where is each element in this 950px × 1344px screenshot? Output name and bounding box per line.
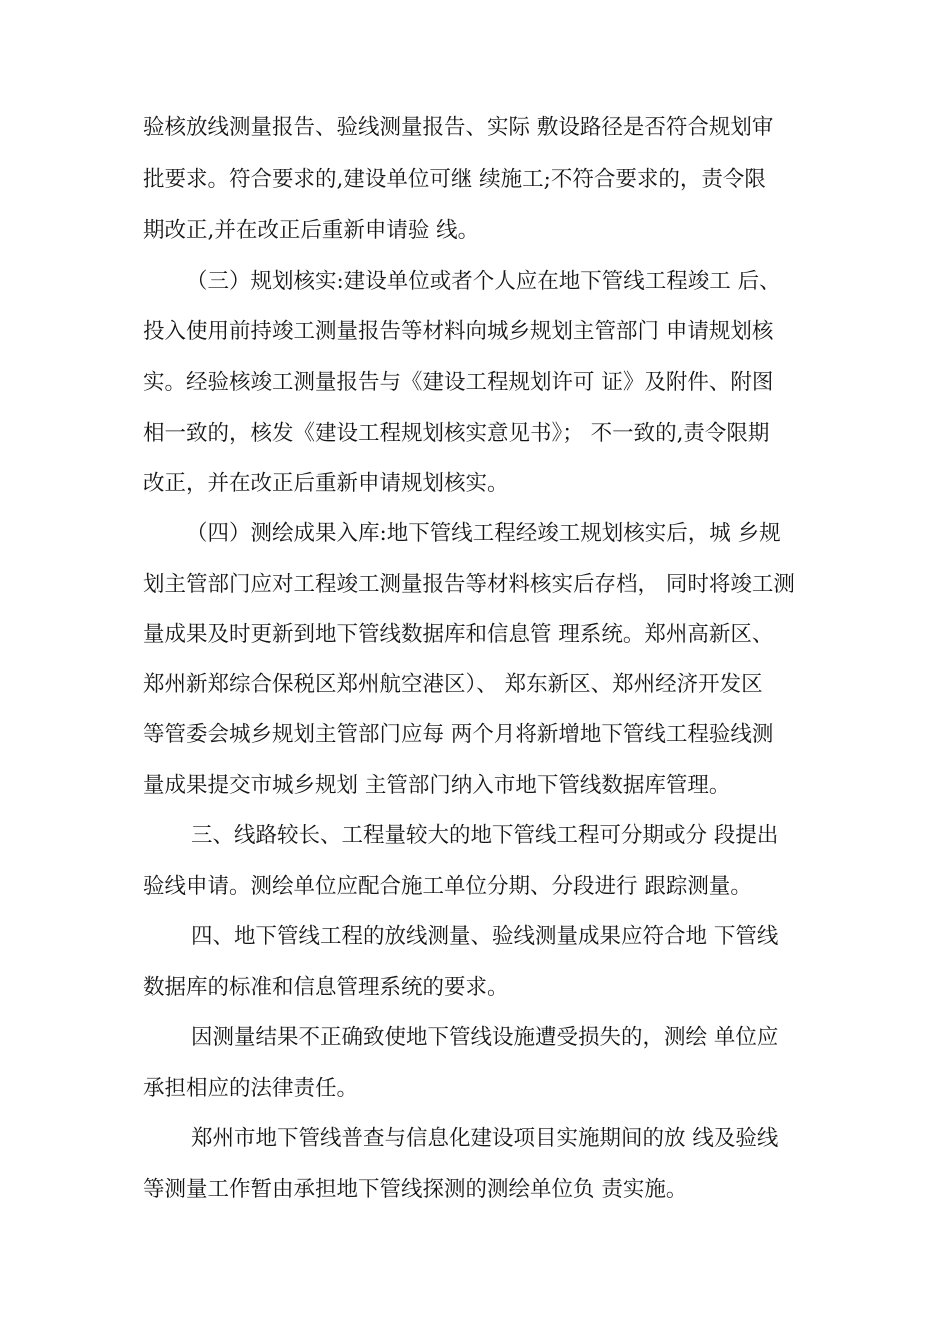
text-line-9: （四）测绘成果入库:地下管线工程经竣工规划核实后，城 乡规 <box>186 521 781 546</box>
text-line-20: 承担相应的法律责任。 <box>143 1076 359 1101</box>
text-line-12: 郑州新郑综合保税区郑州航空港区）、 郑东新区、郑州经济开发区 <box>143 672 763 697</box>
text-line-6: 实。经验核竣工测量报告与《建设工程规划许可 证》及附件、附图 <box>143 370 774 395</box>
text-line-16: 验线申请。测绘单位应配合施工单位分期、分段进行 跟踪测量。 <box>143 874 752 899</box>
text-line-4: （三）规划核实:建设单位或者个人应在地下管线工程竣工 后、 <box>186 269 781 294</box>
text-line-14: 量成果提交市城乡规划 主管部门纳入市地下管线数据库管理。 <box>143 773 731 798</box>
text-line-11: 量成果及时更新到地下管线数据库和信息管 理系统。郑州高新区、 <box>143 622 774 647</box>
text-line-17: 四、地下管线工程的放线测量、验线测量成果应符合地 下管线 <box>191 924 779 949</box>
text-line-2: 批要求。符合要求的,建设单位可继 续施工;不符合要求的，责令限 <box>143 167 766 192</box>
text-line-10: 划主管部门应对工程竣工测量报告等材料核实后存档， 同时将竣工测 <box>143 572 795 597</box>
text-line-21: 郑州市地下管线普查与信息化建设项目实施期间的放 线及验线 <box>191 1126 779 1151</box>
text-line-5: 投入使用前持竣工测量报告等材料向城乡规划主管部门 申请规划核 <box>143 319 774 344</box>
text-line-8: 改正，并在改正后重新申请规划核实。 <box>143 471 509 496</box>
text-line-13: 等管委会城乡规划主管部门应每 两个月将新增地下管线工程验线测 <box>143 722 774 747</box>
text-line-3: 期改正,并在改正后重新申请验 线。 <box>143 218 480 243</box>
text-line-15: 三、线路较长、工程量较大的地下管线工程可分期或分 段提出 <box>191 823 779 848</box>
text-line-18: 数据库的标准和信息管理系统的要求。 <box>143 975 509 1000</box>
text-line-7: 相一致的，核发《建设工程规划核实意见书》； 不一致的,责令限期 <box>143 421 770 446</box>
text-line-22: 等测量工作暂由承担地下管线探测的测绘单位负 责实施。 <box>143 1177 688 1202</box>
text-line-1: 验核放线测量报告、验线测量报告、实际 敷设路径是否符合规划审 <box>143 115 774 140</box>
text-line-19: 因测量结果不正确致使地下管线设施遭受损失的，测绘 单位应 <box>191 1025 779 1050</box>
